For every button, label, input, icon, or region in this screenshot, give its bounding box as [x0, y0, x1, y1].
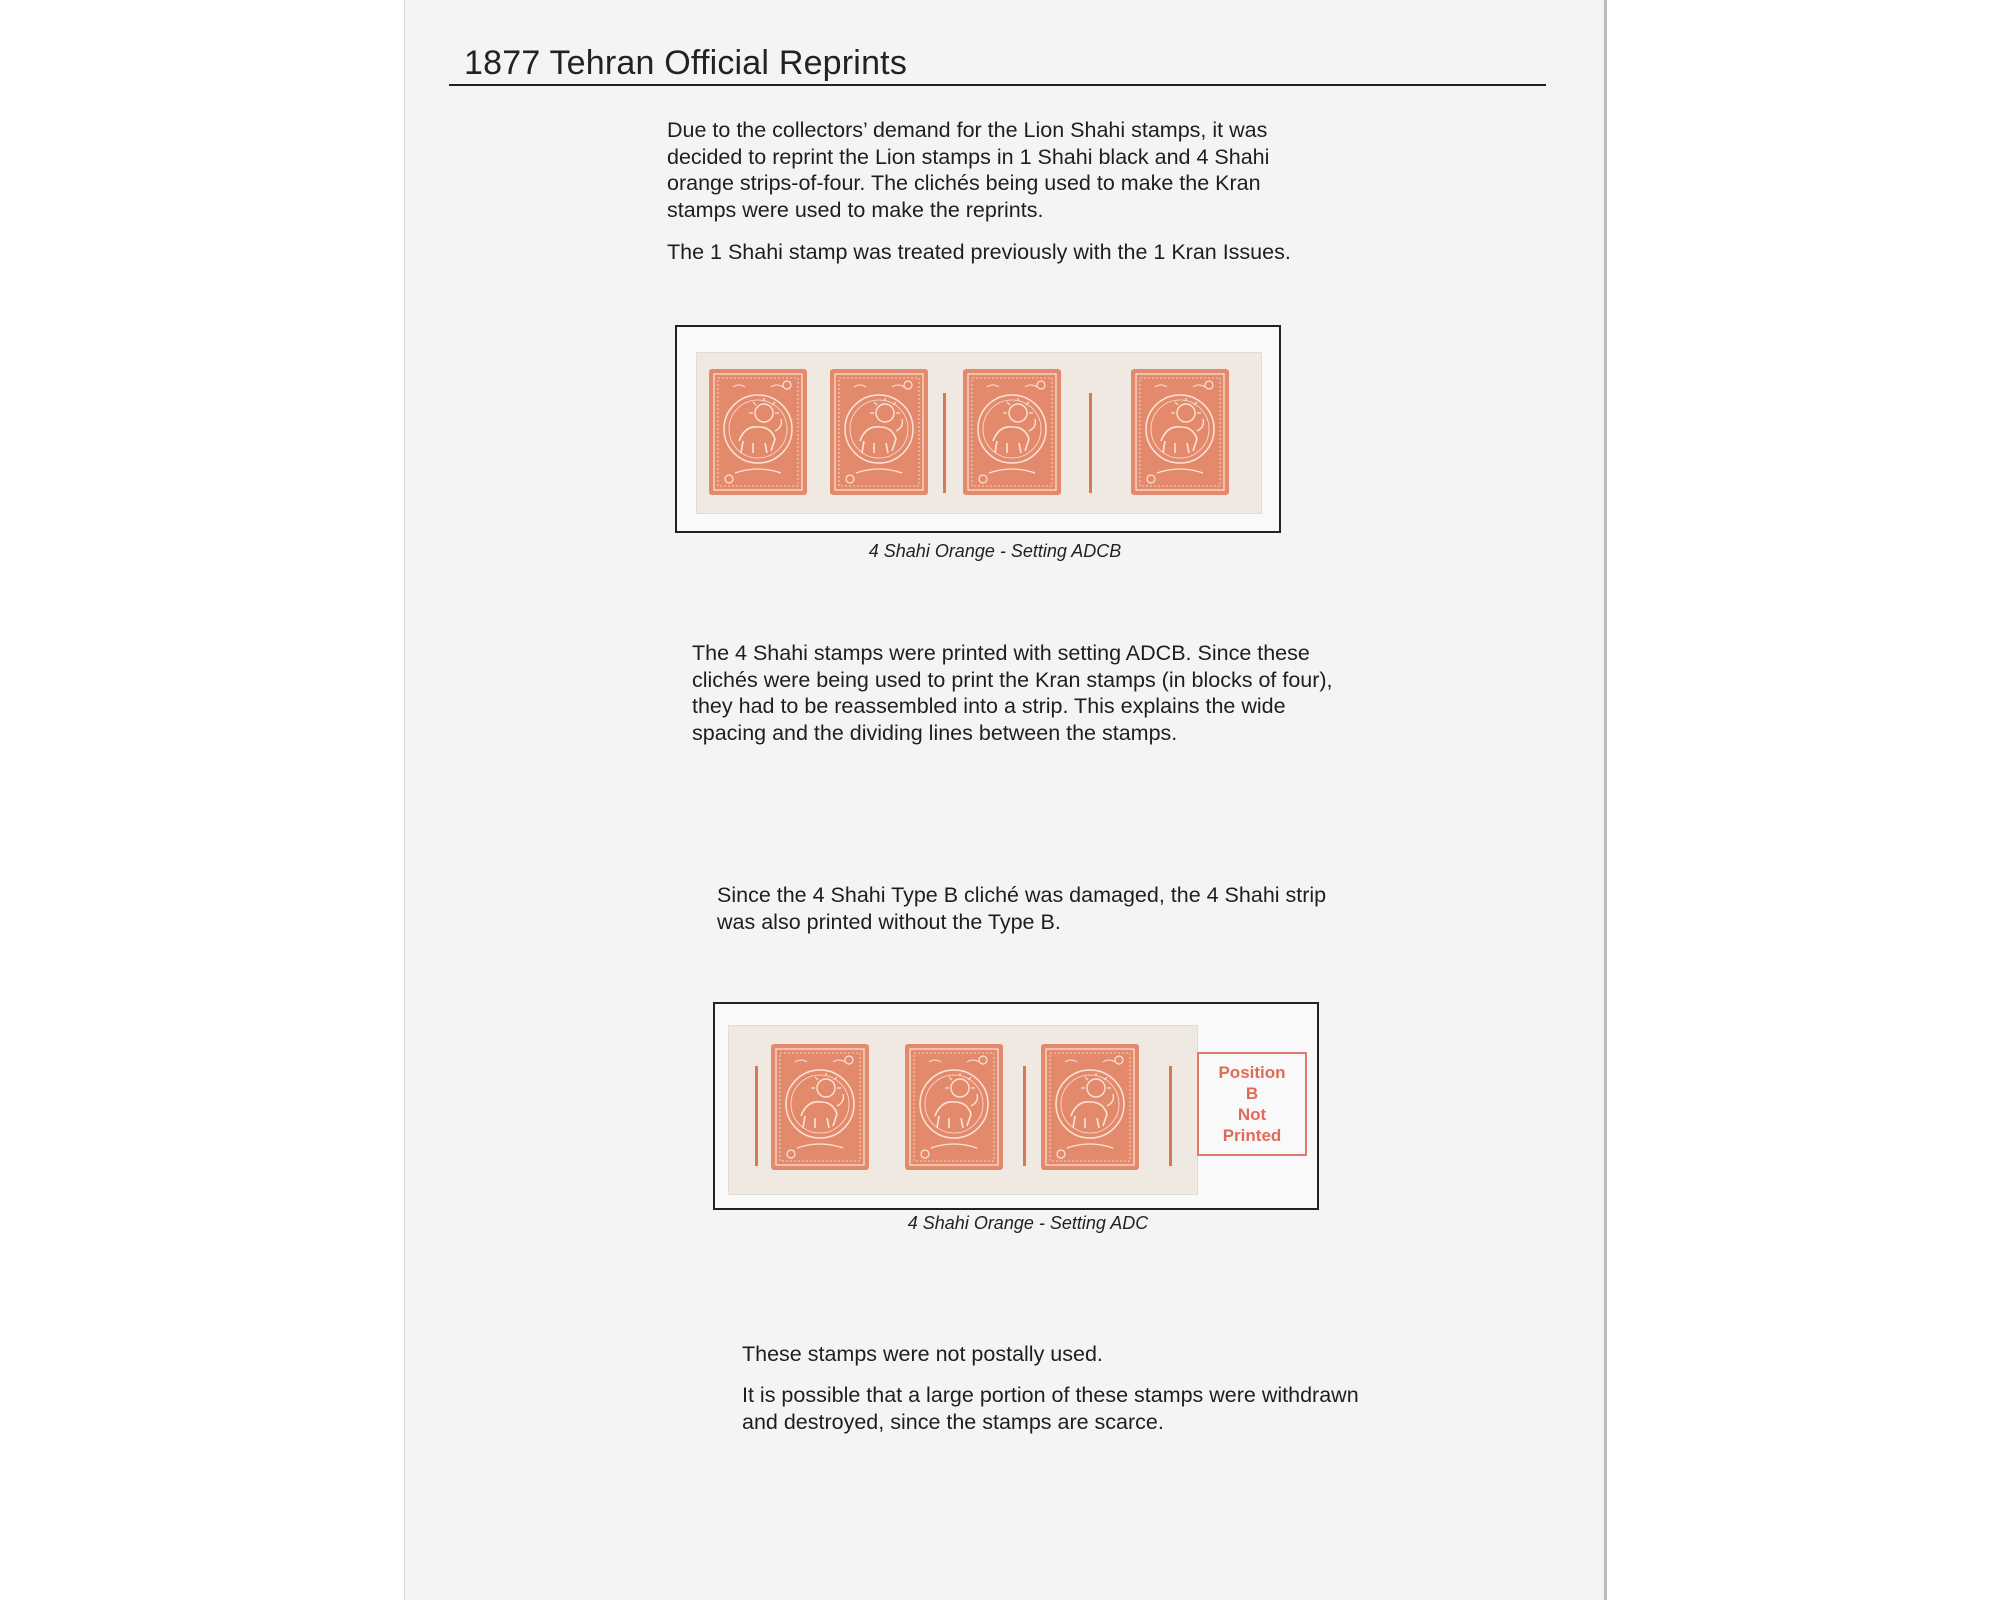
- closing-line: and destroyed, since the stamps are scarce.: [742, 1409, 1164, 1434]
- position-label-line: Position: [1218, 1063, 1286, 1082]
- strip2-caption: 4 Shahi Orange - Setting ADC: [907, 1213, 1149, 1233]
- stamp-c: [963, 369, 1061, 495]
- stamp-a: [709, 369, 807, 495]
- explain-line: clichés were being used to print the Kran stamps (in blocks of four),: [692, 667, 1333, 692]
- intro-line: stamps were used to make the reprints.: [667, 197, 1044, 222]
- damage-paragraph: [717, 882, 1326, 935]
- damage-line: was also printed without the Type B.: [717, 909, 1061, 934]
- strip1-frame: [675, 325, 1281, 533]
- lion-and-sun-icon: [771, 1044, 869, 1170]
- lion-and-sun-icon: [709, 369, 807, 495]
- explain-line: spacing and the dividing lines between the stamps.: [692, 720, 1178, 745]
- intro-note: [667, 239, 1291, 266]
- intro-line: orange strips-of-four. The clichés being used to make the Kran: [667, 171, 1261, 195]
- divider-line: [943, 393, 946, 493]
- strip2-paper: [729, 1026, 1197, 1194]
- closing-line1: [742, 1341, 1103, 1368]
- strip1-paper: [697, 353, 1261, 513]
- position-label-line: Not: [1237, 1105, 1267, 1124]
- damage-line: Since the 4 Shahi Type B cliché was damaged, the 4 Shahi strip: [717, 883, 1327, 907]
- stamp-b: [1131, 369, 1229, 495]
- divider-line: [1023, 1066, 1026, 1166]
- intro-note-text: The 1 Shahi stamp was treated previously with the 1 Kran Issues.: [667, 240, 1291, 264]
- intro-paragraph: [667, 117, 1269, 223]
- closing-paragraph: [742, 1382, 1359, 1435]
- lion-and-sun-icon: [963, 369, 1061, 495]
- lion-and-sun-icon: [1041, 1044, 1139, 1170]
- position-label-line: Printed: [1222, 1126, 1282, 1145]
- page-edge-shadow: [1604, 0, 1607, 1600]
- lion-and-sun-icon: [905, 1044, 1003, 1170]
- stamp-d: [905, 1044, 1003, 1170]
- explain-line: they had to be reassembled into a strip. This explains the wide: [692, 694, 1286, 718]
- intro-line: decided to reprint the Lion stamps in 1 Shahi black and 4 Shahi: [667, 144, 1270, 169]
- closing-line1-text: These stamps were not postally used.: [742, 1342, 1103, 1366]
- title-underline: [449, 84, 1546, 86]
- strip1-caption: 4 Shahi Orange - Setting ADCB: [868, 541, 1122, 561]
- stamp-c: [1041, 1044, 1139, 1170]
- divider-line: [1169, 1066, 1172, 1166]
- divider-line: [755, 1066, 758, 1166]
- intro-line: Due to the collectors’ demand for the Lion Shahi stamps, it was: [667, 118, 1268, 142]
- closing-line: It is possible that a large portion of these stamps were withdrawn: [742, 1383, 1359, 1407]
- position-b-label: [1197, 1052, 1307, 1156]
- strip2-frame: [713, 1002, 1319, 1210]
- lion-and-sun-icon: [830, 369, 928, 495]
- divider-line: [1089, 393, 1092, 493]
- page-title: 1877 Tehran Official Reprints: [464, 44, 908, 82]
- stamp-a: [771, 1044, 869, 1170]
- stamp-d: [830, 369, 928, 495]
- explain-line: The 4 Shahi stamps were printed with setting ADCB. Since these: [692, 641, 1310, 665]
- lion-and-sun-icon: [1131, 369, 1229, 495]
- explain-paragraph: [692, 640, 1333, 746]
- position-label-line: B: [1245, 1084, 1259, 1103]
